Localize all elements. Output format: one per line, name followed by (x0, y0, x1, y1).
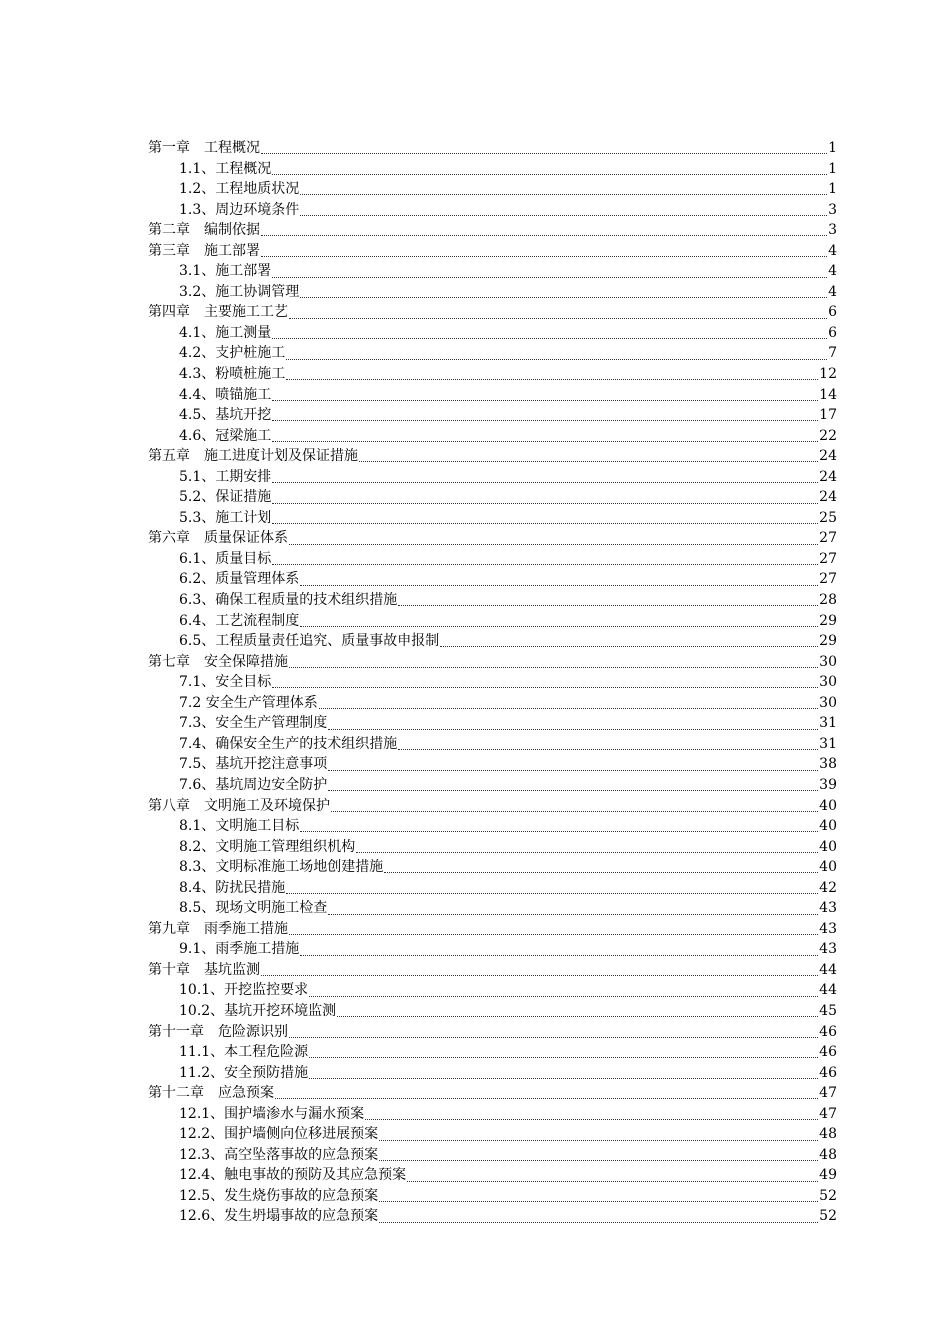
toc-section-entry[interactable] (148, 426, 837, 447)
toc-dot-leader (379, 1139, 818, 1141)
toc-entry-title: 12.1、围护墙渗水与漏水预案 (179, 1105, 365, 1122)
toc-page-number: 30 (819, 653, 837, 670)
toc-entry-title: 第二章 编制依据 (148, 222, 260, 239)
toc-dot-leader (272, 276, 827, 278)
toc-entry-title: 第十章 基坑监测 (148, 961, 260, 978)
toc-entry-title: 3.2、施工协调管理 (179, 283, 300, 300)
toc-dot-leader (261, 234, 827, 236)
toc-page-number: 4 (828, 263, 837, 280)
toc-entry-title: 6.1、质量目标 (179, 550, 272, 567)
toc-page-number: 25 (819, 509, 837, 526)
toc-dot-leader (359, 460, 818, 462)
toc-entry-title: 10.1、开挖监控要求 (179, 982, 309, 999)
toc-section-entry[interactable] (148, 672, 837, 693)
toc-chapter-entry[interactable] (148, 138, 837, 159)
toc-dot-leader (261, 152, 827, 154)
toc-page-number: 1 (828, 160, 837, 177)
toc-section-entry[interactable] (148, 487, 837, 508)
toc-section-entry[interactable] (148, 1186, 837, 1207)
toc-dot-leader (300, 214, 827, 216)
toc-chapter-entry[interactable] (148, 241, 837, 262)
toc-dot-leader (300, 830, 818, 832)
toc-dot-leader (289, 543, 818, 545)
toc-page-number: 31 (819, 715, 837, 732)
toc-entry-title: 4.6、冠梁施工 (179, 427, 272, 444)
toc-dot-leader (440, 645, 818, 647)
toc-dot-leader (356, 851, 818, 853)
toc-entry-title: 4.1、施工测量 (179, 324, 272, 341)
toc-page-number: 44 (819, 982, 837, 999)
toc-dot-leader (300, 584, 818, 586)
toc-entry-title: 7.2 安全生产管理体系 (179, 694, 318, 711)
toc-entry-title: 6.2、质量管理体系 (179, 571, 300, 588)
toc-entry-title: 8.5、现场文明施工检查 (179, 900, 328, 917)
toc-dot-leader (319, 707, 818, 709)
toc-dot-leader (272, 686, 818, 688)
toc-dot-leader (328, 769, 818, 771)
toc-entry-title: 12.3、高空坠落事故的应急预案 (179, 1146, 379, 1163)
toc-section-entry[interactable] (148, 549, 837, 570)
toc-dot-leader (384, 871, 818, 873)
toc-page-number: 29 (819, 612, 837, 629)
toc-section-entry[interactable] (148, 1063, 837, 1084)
toc-page-number: 27 (819, 571, 837, 588)
toc-page-number: 24 (819, 468, 837, 485)
toc-chapter-entry[interactable] (148, 1022, 837, 1043)
toc-chapter-entry[interactable] (148, 446, 837, 467)
toc-dot-leader (407, 1180, 818, 1182)
toc-entry-title: 7.1、安全目标 (179, 674, 272, 691)
toc-entry-title: 4.2、支护桩施工 (179, 345, 286, 362)
toc-entry-title: 8.2、文明施工管理组织机构 (179, 838, 356, 855)
toc-section-entry[interactable] (148, 323, 837, 344)
toc-entry-title: 第十二章 应急预案 (148, 1085, 274, 1102)
toc-page-number: 27 (819, 530, 837, 547)
toc-dot-leader (286, 358, 827, 360)
toc-entry-title: 第三章 施工部署 (148, 242, 260, 259)
toc-section-entry[interactable] (148, 590, 837, 611)
toc-page-number: 3 (828, 222, 837, 239)
toc-page-number: 27 (819, 550, 837, 567)
toc-entry-title: 5.1、工期安排 (179, 468, 272, 485)
toc-page-number: 1 (828, 181, 837, 198)
toc-entry-title: 12.5、发生烧伤事故的应急预案 (179, 1187, 379, 1204)
toc-entry-title: 7.4、确保安全生产的技术组织措施 (179, 735, 398, 752)
toc-section-entry[interactable] (148, 1145, 837, 1166)
toc-page-number: 49 (819, 1167, 837, 1184)
toc-entry-title: 第十一章 危险源识别 (148, 1023, 288, 1040)
toc-page-number: 12 (819, 366, 837, 383)
toc-dot-leader (261, 255, 827, 257)
toc-dot-leader (289, 317, 827, 319)
toc-page-number: 43 (819, 941, 837, 958)
toc-page-number: 40 (819, 859, 837, 876)
toc-entry-title: 8.3、文明标准施工场地创建措施 (179, 859, 384, 876)
toc-section-entry[interactable] (148, 467, 837, 488)
toc-entry-title: 6.5、工程质量责任追究、质量事故申报制 (179, 633, 440, 650)
toc-section-entry[interactable] (148, 1124, 837, 1145)
toc-section-entry[interactable] (148, 754, 837, 775)
toc-dot-leader (272, 563, 818, 565)
toc-dot-leader (337, 1015, 818, 1017)
toc-section-entry[interactable] (148, 857, 837, 878)
toc-entry-title: 1.3、周边环境条件 (179, 201, 300, 218)
toc-chapter-entry[interactable] (148, 220, 837, 241)
toc-page-number: 6 (828, 324, 837, 341)
toc-dot-leader (289, 1036, 818, 1038)
toc-section-entry[interactable] (148, 385, 837, 406)
toc-dot-leader (272, 522, 818, 524)
toc-entry-title: 8.4、防扰民措施 (179, 879, 286, 896)
toc-page-number: 47 (819, 1105, 837, 1122)
toc-page-number: 42 (819, 879, 837, 896)
toc-entry-title: 5.2、保证措施 (179, 489, 272, 506)
toc-page-number: 4 (828, 283, 837, 300)
toc-section-entry[interactable] (148, 693, 837, 714)
toc-page-number: 31 (819, 735, 837, 752)
toc-dot-leader (275, 1097, 818, 1099)
toc-dot-leader (398, 748, 818, 750)
toc-page-number: 44 (819, 961, 837, 978)
toc-dot-leader (300, 193, 827, 195)
toc-page-number: 24 (819, 448, 837, 465)
toc-page-number: 38 (819, 756, 837, 773)
toc-page-number: 39 (819, 776, 837, 793)
toc-page-number: 24 (819, 489, 837, 506)
toc-section-entry[interactable] (148, 980, 837, 1001)
table-of-contents (148, 138, 837, 1227)
toc-section-entry[interactable] (148, 631, 837, 652)
toc-page-number: 43 (819, 900, 837, 917)
toc-dot-leader (328, 728, 818, 730)
toc-dot-leader (365, 1118, 818, 1120)
toc-section-entry[interactable] (148, 939, 837, 960)
toc-page-number: 52 (819, 1208, 837, 1225)
toc-section-entry[interactable] (148, 713, 837, 734)
toc-entry-title: 7.6、基坑周边安全防护 (179, 776, 328, 793)
toc-page-number: 3 (828, 201, 837, 218)
toc-entry-title: 12.4、触电事故的预防及其应急预案 (179, 1167, 407, 1184)
toc-entry-title: 11.2、安全预防措施 (179, 1064, 309, 1081)
toc-page-number: 46 (819, 1044, 837, 1061)
toc-section-entry[interactable] (148, 282, 837, 303)
toc-dot-leader (309, 1056, 818, 1058)
toc-page-number: 47 (819, 1085, 837, 1102)
toc-entry-title: 第六章 质量保证体系 (148, 530, 288, 547)
toc-section-entry[interactable] (148, 1042, 837, 1063)
toc-page-number: 40 (819, 838, 837, 855)
toc-dot-leader (286, 378, 818, 380)
toc-chapter-entry[interactable] (148, 960, 837, 981)
toc-section-entry[interactable] (148, 508, 837, 529)
toc-entry-title: 第四章 主要施工工艺 (148, 304, 288, 321)
toc-section-entry[interactable] (148, 734, 837, 755)
toc-dot-leader (331, 810, 818, 812)
toc-entry-title: 10.2、基坑开挖环境监测 (179, 1002, 337, 1019)
toc-section-entry[interactable] (148, 343, 837, 364)
toc-page-number: 17 (819, 407, 837, 424)
toc-entry-title: 6.4、工艺流程制度 (179, 612, 300, 629)
toc-chapter-entry[interactable] (148, 796, 837, 817)
toc-dot-leader (289, 933, 818, 935)
toc-dot-leader (272, 337, 827, 339)
toc-page-number: 29 (819, 633, 837, 650)
toc-chapter-entry[interactable] (148, 528, 837, 549)
toc-entry-title: 4.3、粉喷桩施工 (179, 366, 286, 383)
toc-page-number: 14 (819, 386, 837, 403)
toc-entry-title: 第九章 雨季施工措施 (148, 920, 288, 937)
toc-dot-leader (272, 481, 818, 483)
toc-section-entry[interactable] (148, 1165, 837, 1186)
toc-entry-title: 7.3、安全生产管理制度 (179, 715, 328, 732)
toc-page-number: 46 (819, 1064, 837, 1081)
toc-dot-leader (328, 913, 818, 915)
toc-section-entry[interactable] (148, 364, 837, 385)
toc-entry-title: 8.1、文明施工目标 (179, 818, 300, 835)
toc-entry-title: 12.6、发生坍塌事故的应急预案 (179, 1208, 379, 1225)
toc-dot-leader (272, 173, 827, 175)
toc-section-entry[interactable] (148, 405, 837, 426)
toc-page-number: 46 (819, 1023, 837, 1040)
toc-page-number: 52 (819, 1187, 837, 1204)
toc-entry-title: 第五章 施工进度计划及保证措施 (148, 448, 358, 465)
toc-chapter-entry[interactable] (148, 1083, 837, 1104)
toc-chapter-entry[interactable] (148, 919, 837, 940)
toc-dot-leader (272, 502, 818, 504)
toc-page-number: 43 (819, 920, 837, 937)
toc-entry-title: 4.4、喷锚施工 (179, 386, 272, 403)
toc-dot-leader (272, 419, 818, 421)
toc-dot-leader (300, 296, 827, 298)
toc-entry-title: 5.3、施工计划 (179, 509, 272, 526)
toc-entry-title: 第八章 文明施工及环境保护 (148, 797, 330, 814)
toc-page-number: 45 (819, 1002, 837, 1019)
toc-page-number: 4 (828, 242, 837, 259)
toc-page-number: 6 (828, 304, 837, 321)
toc-entry-title: 12.2、围护墙侧向位移进展预案 (179, 1126, 379, 1143)
toc-section-entry[interactable] (148, 159, 837, 180)
toc-dot-leader (300, 625, 818, 627)
toc-dot-leader (261, 974, 818, 976)
toc-dot-leader (379, 1159, 818, 1161)
toc-section-entry[interactable] (148, 816, 837, 837)
toc-entry-title: 9.1、雨季施工措施 (179, 941, 300, 958)
toc-page-number: 22 (819, 427, 837, 444)
toc-dot-leader (289, 666, 818, 668)
toc-entry-title: 7.5、基坑开挖注意事项 (179, 756, 328, 773)
toc-page-number: 28 (819, 592, 837, 609)
toc-chapter-entry[interactable] (148, 302, 837, 323)
toc-entry-title: 1.2、工程地质状况 (179, 181, 300, 198)
toc-entry-title: 3.1、施工部署 (179, 263, 272, 280)
toc-section-entry[interactable] (148, 898, 837, 919)
toc-section-entry[interactable] (148, 569, 837, 590)
toc-section-entry[interactable] (148, 1104, 837, 1125)
toc-entry-title: 第七章 安全保障措施 (148, 653, 288, 670)
toc-dot-leader (272, 399, 818, 401)
toc-section-entry[interactable] (148, 775, 837, 796)
toc-entry-title: 4.5、基坑开挖 (179, 407, 272, 424)
toc-section-entry[interactable] (148, 200, 837, 221)
toc-entry-title: 1.1、工程概况 (179, 160, 272, 177)
toc-page-number: 30 (819, 694, 837, 711)
toc-dot-leader (309, 1077, 818, 1079)
toc-entry-title: 6.3、确保工程质量的技术组织措施 (179, 592, 398, 609)
toc-page-number: 40 (819, 797, 837, 814)
toc-section-entry[interactable] (148, 878, 837, 899)
toc-dot-leader (328, 789, 818, 791)
toc-section-entry[interactable] (148, 179, 837, 200)
toc-section-entry[interactable] (148, 837, 837, 858)
toc-page-number: 7 (828, 345, 837, 362)
toc-dot-leader (398, 604, 818, 606)
toc-page-number: 40 (819, 818, 837, 835)
toc-section-entry[interactable] (148, 1001, 837, 1022)
toc-section-entry[interactable] (148, 611, 837, 632)
toc-dot-leader (272, 440, 818, 442)
toc-entry-title: 第一章 工程概况 (148, 140, 260, 156)
toc-chapter-entry[interactable] (148, 652, 837, 673)
toc-page-number: 30 (819, 674, 837, 691)
toc-dot-leader (286, 892, 818, 894)
toc-page-number: 1 (828, 140, 837, 156)
toc-entry-title: 11.1、本工程危险源 (179, 1044, 309, 1061)
toc-dot-leader (379, 1221, 818, 1223)
toc-section-entry[interactable] (148, 261, 837, 282)
toc-page-number: 48 (819, 1126, 837, 1143)
toc-dot-leader (379, 1200, 818, 1202)
toc-page-number: 48 (819, 1146, 837, 1163)
toc-dot-leader (309, 995, 818, 997)
toc-dot-leader (300, 954, 818, 956)
toc-section-entry[interactable] (148, 1206, 837, 1227)
